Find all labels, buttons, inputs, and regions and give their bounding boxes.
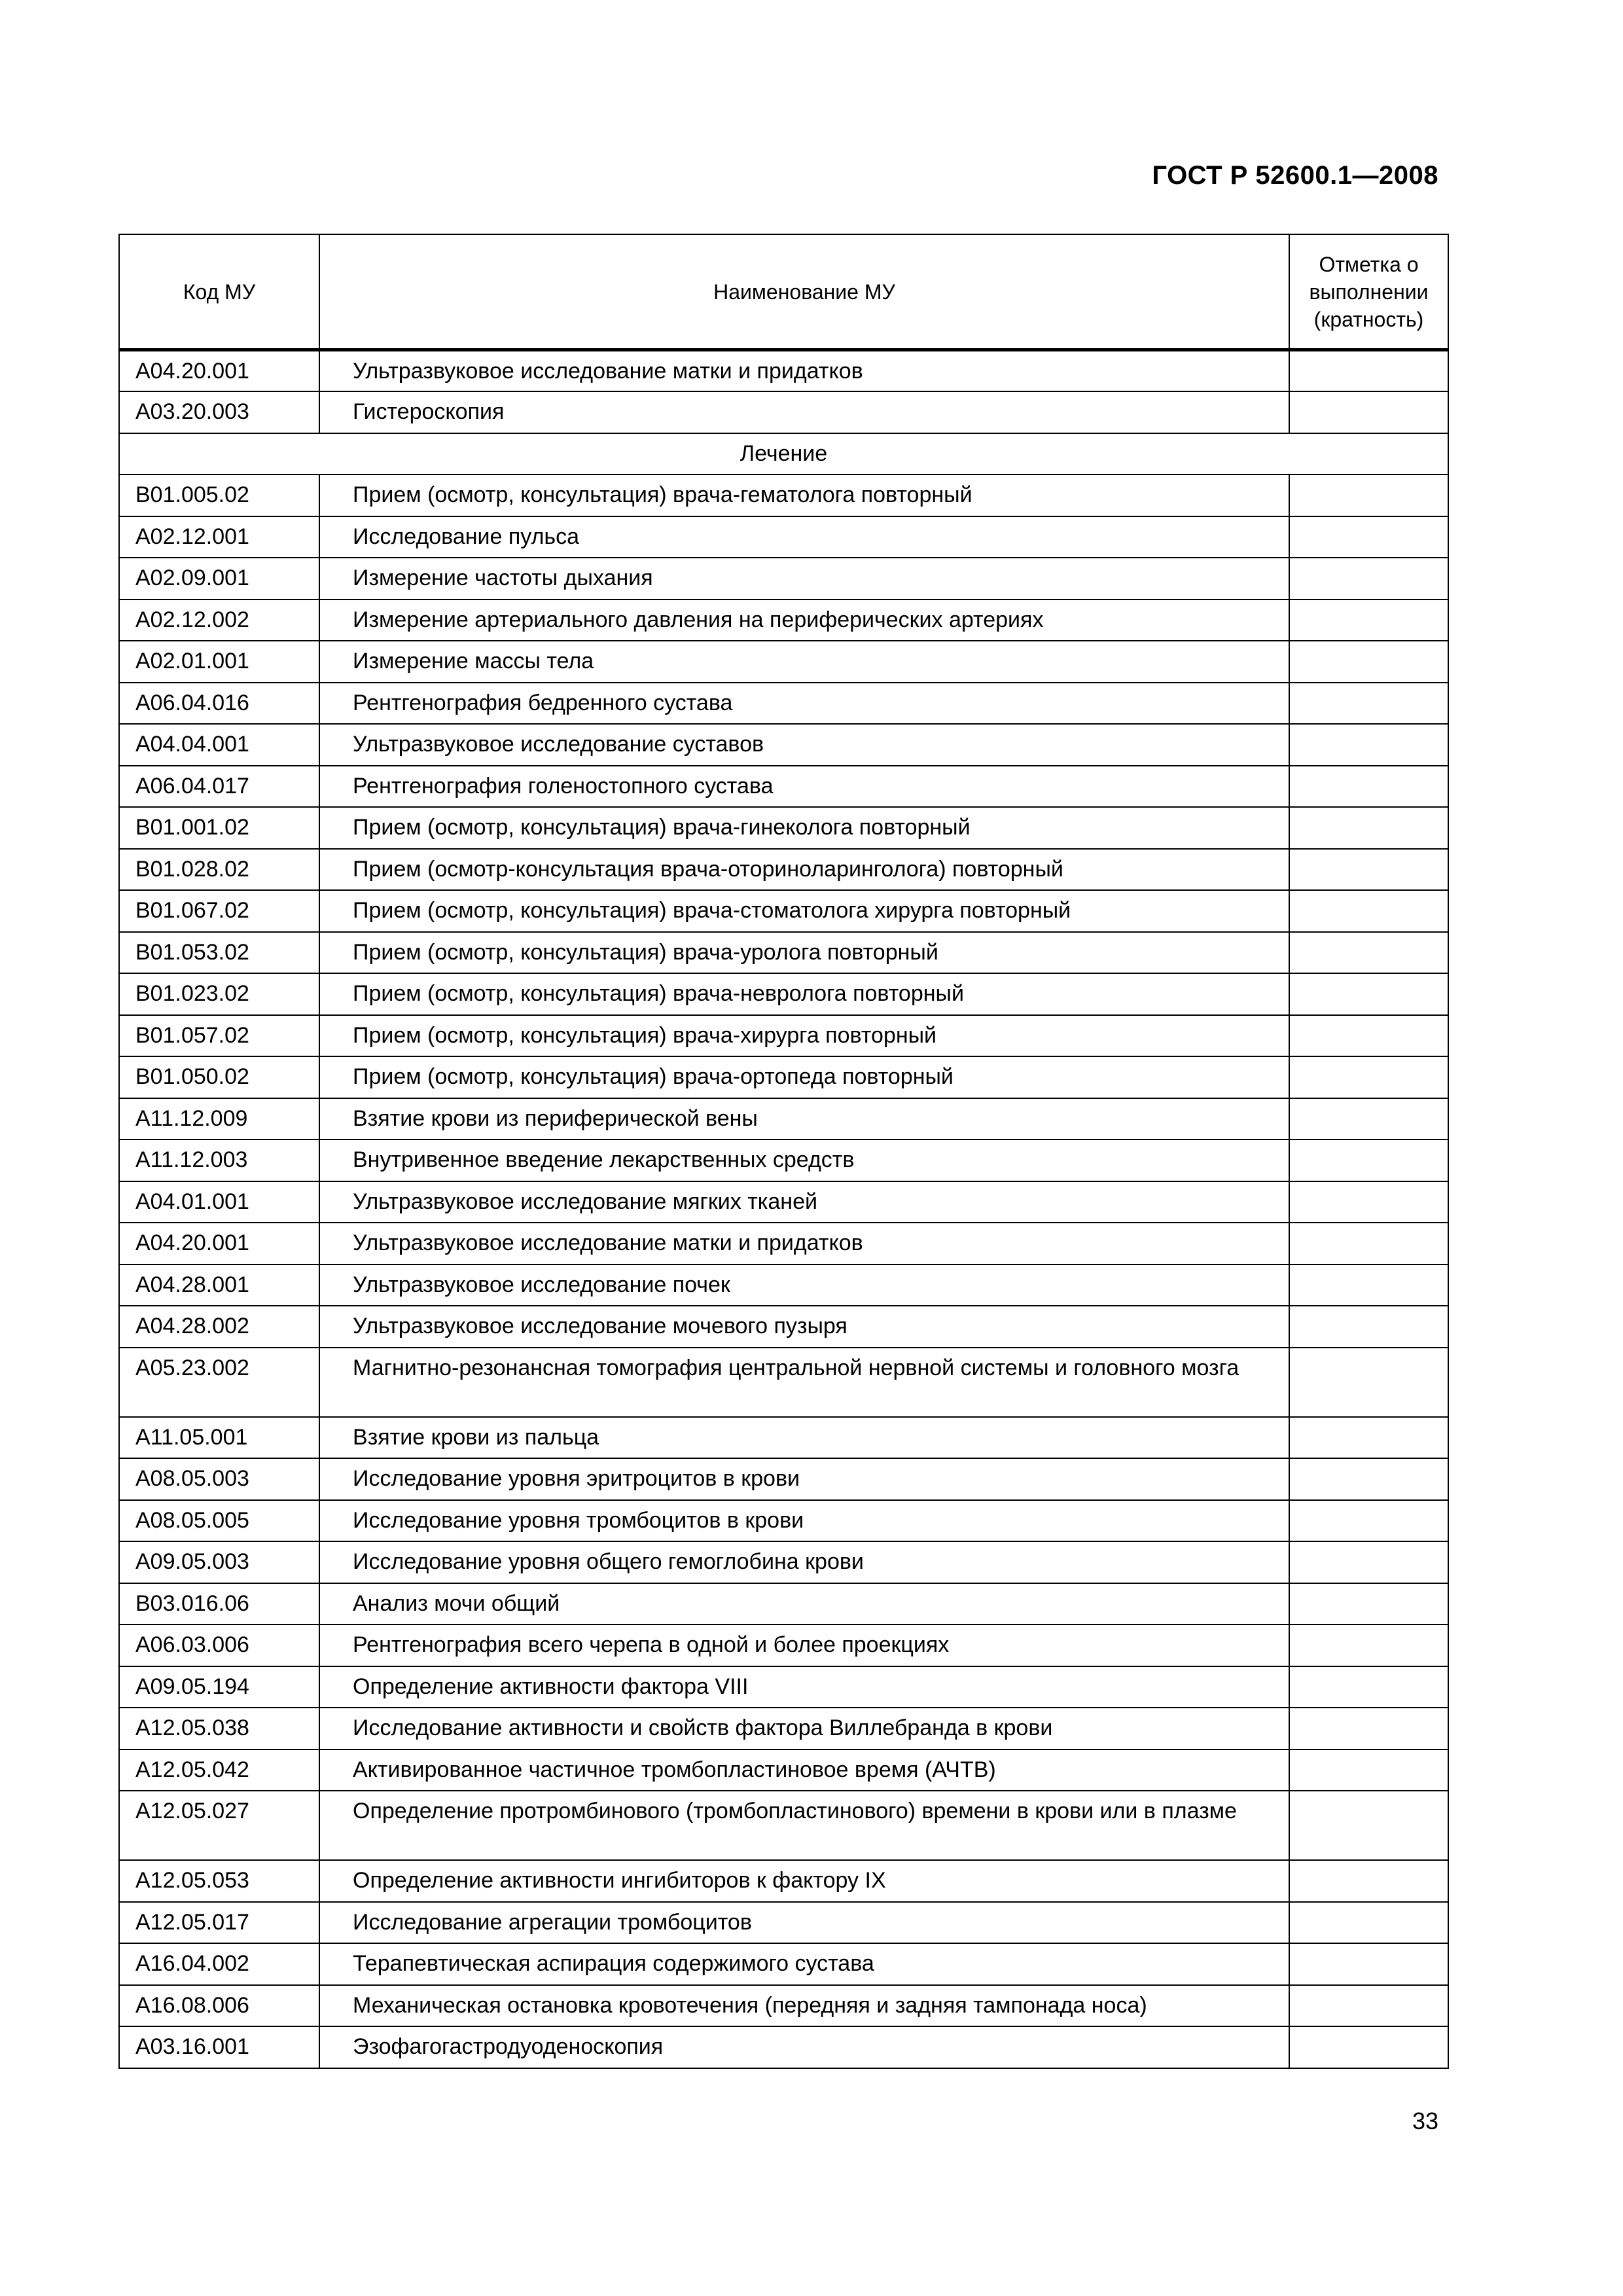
service-name: Рентгенография всего черепа в одной и более проекциях — [319, 1624, 1289, 1666]
table-row — [119, 641, 1448, 683]
table-row — [119, 1056, 1448, 1098]
service-name: Определение протромбинового (тромбопластинового) времени в крови или в плазме — [319, 1791, 1289, 1860]
completion-mark-cell — [1289, 849, 1448, 891]
table-body — [119, 350, 1448, 2068]
completion-mark-cell — [1289, 1098, 1448, 1140]
service-name: Терапевтическая аспирация содержимого сустава — [319, 1943, 1289, 1985]
service-name: Измерение частоты дыхания — [319, 558, 1289, 600]
table-row — [119, 1348, 1448, 1417]
completion-mark-cell — [1289, 807, 1448, 849]
table-row — [119, 2026, 1448, 2068]
table-row — [119, 724, 1448, 766]
service-code: B01.067.02 — [119, 890, 319, 932]
service-code: A06.03.006 — [119, 1624, 319, 1666]
completion-mark-cell — [1289, 1417, 1448, 1459]
service-name: Исследование уровня тромбоцитов в крови — [319, 1500, 1289, 1542]
service-code: A08.05.005 — [119, 1500, 319, 1542]
service-name: Ультразвуковое исследование мягких тканей — [319, 1181, 1289, 1223]
service-code: B01.050.02 — [119, 1056, 319, 1098]
completion-mark-cell — [1289, 1583, 1448, 1625]
table-row — [119, 558, 1448, 600]
column-header-name: Наименование МУ — [319, 234, 1289, 350]
completion-mark-cell — [1289, 1348, 1448, 1417]
completion-mark-cell — [1289, 1265, 1448, 1306]
service-name: Исследование уровня общего гемоглобина крови — [319, 1541, 1289, 1583]
service-name: Измерение массы тела — [319, 641, 1289, 683]
service-name: Ультразвуковое исследование матки и придатков — [319, 1223, 1289, 1265]
service-name: Активированное частичное тромбопластиновое время (АЧТВ) — [319, 1749, 1289, 1791]
completion-mark-cell — [1289, 600, 1448, 641]
table-row — [119, 1624, 1448, 1666]
service-code: A12.05.027 — [119, 1791, 319, 1860]
table-row — [119, 1860, 1448, 1902]
table-row — [119, 807, 1448, 849]
service-code: A02.01.001 — [119, 641, 319, 683]
service-name: Механическая остановка кровотечения (передняя и задняя тампонада носа) — [319, 1985, 1289, 2027]
table-row — [119, 849, 1448, 891]
section-title-treatment: Лечение — [119, 433, 1448, 475]
service-code: A12.05.042 — [119, 1749, 319, 1791]
completion-mark-cell — [1289, 475, 1448, 516]
table-row — [119, 1500, 1448, 1542]
service-code: A16.08.006 — [119, 1985, 319, 2027]
service-name: Ультразвуковое исследование мочевого пузыря — [319, 1306, 1289, 1348]
completion-mark-cell — [1289, 1181, 1448, 1223]
service-code: A12.05.053 — [119, 1860, 319, 1902]
table-row — [119, 683, 1448, 725]
service-name: Взятие крови из периферической вены — [319, 1098, 1289, 1140]
service-name: Внутривенное введение лекарственных средств — [319, 1139, 1289, 1181]
service-code: A09.05.194 — [119, 1666, 319, 1708]
service-name: Исследование пульса — [319, 516, 1289, 558]
table-row — [119, 1015, 1448, 1057]
completion-mark-cell — [1289, 641, 1448, 683]
service-code: B01.053.02 — [119, 932, 319, 974]
service-name: Ультразвуковое исследование почек — [319, 1265, 1289, 1306]
completion-mark-cell — [1289, 1458, 1448, 1500]
completion-mark-cell — [1289, 391, 1448, 433]
section-row — [119, 433, 1448, 475]
service-code: A03.16.001 — [119, 2026, 319, 2068]
table-row — [119, 1265, 1448, 1306]
table-row — [119, 766, 1448, 808]
service-code: A02.09.001 — [119, 558, 319, 600]
service-code: A04.01.001 — [119, 1181, 319, 1223]
service-code: A06.04.017 — [119, 766, 319, 808]
service-name: Анализ мочи общий — [319, 1583, 1289, 1625]
service-code: A12.05.017 — [119, 1902, 319, 1944]
service-name: Прием (осмотр, консультация) врача-гинеколога повторный — [319, 807, 1289, 849]
service-code: A06.04.016 — [119, 683, 319, 725]
completion-mark-cell — [1289, 1708, 1448, 1749]
service-code: A11.05.001 — [119, 1417, 319, 1459]
service-code: A12.05.038 — [119, 1708, 319, 1749]
table-row — [119, 350, 1448, 392]
service-name: Прием (осмотр, консультация) врача-хирурга повторный — [319, 1015, 1289, 1057]
service-code: A04.04.001 — [119, 724, 319, 766]
completion-mark-cell — [1289, 516, 1448, 558]
table-row — [119, 516, 1448, 558]
column-header-mark: Отметка о выполнении (кратность) — [1289, 234, 1448, 350]
completion-mark-cell — [1289, 1749, 1448, 1791]
service-code: B01.057.02 — [119, 1015, 319, 1057]
service-code: A02.12.002 — [119, 600, 319, 641]
table-row — [119, 475, 1448, 516]
table-row — [119, 1417, 1448, 1459]
standard-header: ГОСТ Р 52600.1—2008 — [1152, 161, 1438, 190]
service-name: Прием (осмотр, консультация) врача-стоматолога хирурга повторный — [319, 890, 1289, 932]
table-row — [119, 1458, 1448, 1500]
service-name: Прием (осмотр-консультация врача-оториноларинголога) повторный — [319, 849, 1289, 891]
service-name: Ультразвуковое исследование матки и придатков — [319, 350, 1289, 392]
completion-mark-cell — [1289, 766, 1448, 808]
completion-mark-cell — [1289, 1666, 1448, 1708]
table-row — [119, 600, 1448, 641]
table-row — [119, 1306, 1448, 1348]
completion-mark-cell — [1289, 683, 1448, 725]
table-row — [119, 1541, 1448, 1583]
completion-mark-cell — [1289, 1306, 1448, 1348]
completion-mark-cell — [1289, 1500, 1448, 1542]
service-code: B01.028.02 — [119, 849, 319, 891]
table-row — [119, 1985, 1448, 2027]
service-name: Прием (осмотр, консультация) врача-гематолога повторный — [319, 475, 1289, 516]
completion-mark-cell — [1289, 973, 1448, 1015]
completion-mark-cell — [1289, 1056, 1448, 1098]
table-header-row — [119, 234, 1448, 350]
service-code: A04.20.001 — [119, 350, 319, 392]
completion-mark-cell — [1289, 1902, 1448, 1944]
service-name: Измерение артериального давления на периферических артериях — [319, 600, 1289, 641]
service-name: Эзофагогастродуоденоскопия — [319, 2026, 1289, 2068]
service-code: A02.12.001 — [119, 516, 319, 558]
column-header-code: Код МУ — [119, 234, 319, 350]
service-code: B03.016.06 — [119, 1583, 319, 1625]
service-code: A05.23.002 — [119, 1348, 319, 1417]
page-number: 33 — [1412, 2108, 1438, 2134]
table-row — [119, 890, 1448, 932]
service-code: B01.023.02 — [119, 973, 319, 1015]
table-row — [119, 1749, 1448, 1791]
completion-mark-cell — [1289, 1139, 1448, 1181]
service-name: Магнитно-резонансная томография центральной нервной системы и головного мозга — [319, 1348, 1289, 1417]
service-name: Определение активности ингибиторов к фактору IX — [319, 1860, 1289, 1902]
service-code: B01.005.02 — [119, 475, 319, 516]
completion-mark-cell — [1289, 2026, 1448, 2068]
completion-mark-cell — [1289, 350, 1448, 392]
completion-mark-cell — [1289, 1223, 1448, 1265]
table-row — [119, 1902, 1448, 1944]
completion-mark-cell — [1289, 1943, 1448, 1985]
table-row — [119, 1098, 1448, 1140]
completion-mark-cell — [1289, 1624, 1448, 1666]
completion-mark-cell — [1289, 1541, 1448, 1583]
completion-mark-cell — [1289, 932, 1448, 974]
service-name: Исследование уровня эритроцитов в крови — [319, 1458, 1289, 1500]
table-row — [119, 932, 1448, 974]
service-name: Рентгенография голеностопного сустава — [319, 766, 1289, 808]
table-row — [119, 1181, 1448, 1223]
completion-mark-cell — [1289, 1860, 1448, 1902]
service-name: Прием (осмотр, консультация) врача-уролога повторный — [319, 932, 1289, 974]
service-code: A11.12.009 — [119, 1098, 319, 1140]
completion-mark-cell — [1289, 1015, 1448, 1057]
table-row — [119, 1139, 1448, 1181]
service-name: Ультразвуковое исследование суставов — [319, 724, 1289, 766]
table-row — [119, 1583, 1448, 1625]
completion-mark-cell — [1289, 890, 1448, 932]
service-name: Рентгенография бедренного сустава — [319, 683, 1289, 725]
completion-mark-cell — [1289, 558, 1448, 600]
service-code: A09.05.003 — [119, 1541, 319, 1583]
services-table — [118, 234, 1449, 2069]
service-code: A16.04.002 — [119, 1943, 319, 1985]
service-code: A08.05.003 — [119, 1458, 319, 1500]
completion-mark-cell — [1289, 1985, 1448, 2027]
service-name: Взятие крови из пальца — [319, 1417, 1289, 1459]
table-row — [119, 1223, 1448, 1265]
table-row — [119, 1708, 1448, 1749]
table-row — [119, 1791, 1448, 1860]
table-row — [119, 1666, 1448, 1708]
service-name: Исследование активности и свойств фактора Виллебранда в крови — [319, 1708, 1289, 1749]
table-row — [119, 1943, 1448, 1985]
service-name: Определение активности фактора VIII — [319, 1666, 1289, 1708]
service-name: Прием (осмотр, консультация) врача-невролога повторный — [319, 973, 1289, 1015]
service-code: A04.28.002 — [119, 1306, 319, 1348]
service-code: A03.20.003 — [119, 391, 319, 433]
table-row — [119, 973, 1448, 1015]
service-code: A04.28.001 — [119, 1265, 319, 1306]
service-code: B01.001.02 — [119, 807, 319, 849]
service-name: Исследование агрегации тромбоцитов — [319, 1902, 1289, 1944]
service-name: Гистероскопия — [319, 391, 1289, 433]
completion-mark-cell — [1289, 724, 1448, 766]
table-row — [119, 391, 1448, 433]
service-name: Прием (осмотр, консультация) врача-ортопеда повторный — [319, 1056, 1289, 1098]
completion-mark-cell — [1289, 1791, 1448, 1860]
service-code: A11.12.003 — [119, 1139, 319, 1181]
service-code: A04.20.001 — [119, 1223, 319, 1265]
